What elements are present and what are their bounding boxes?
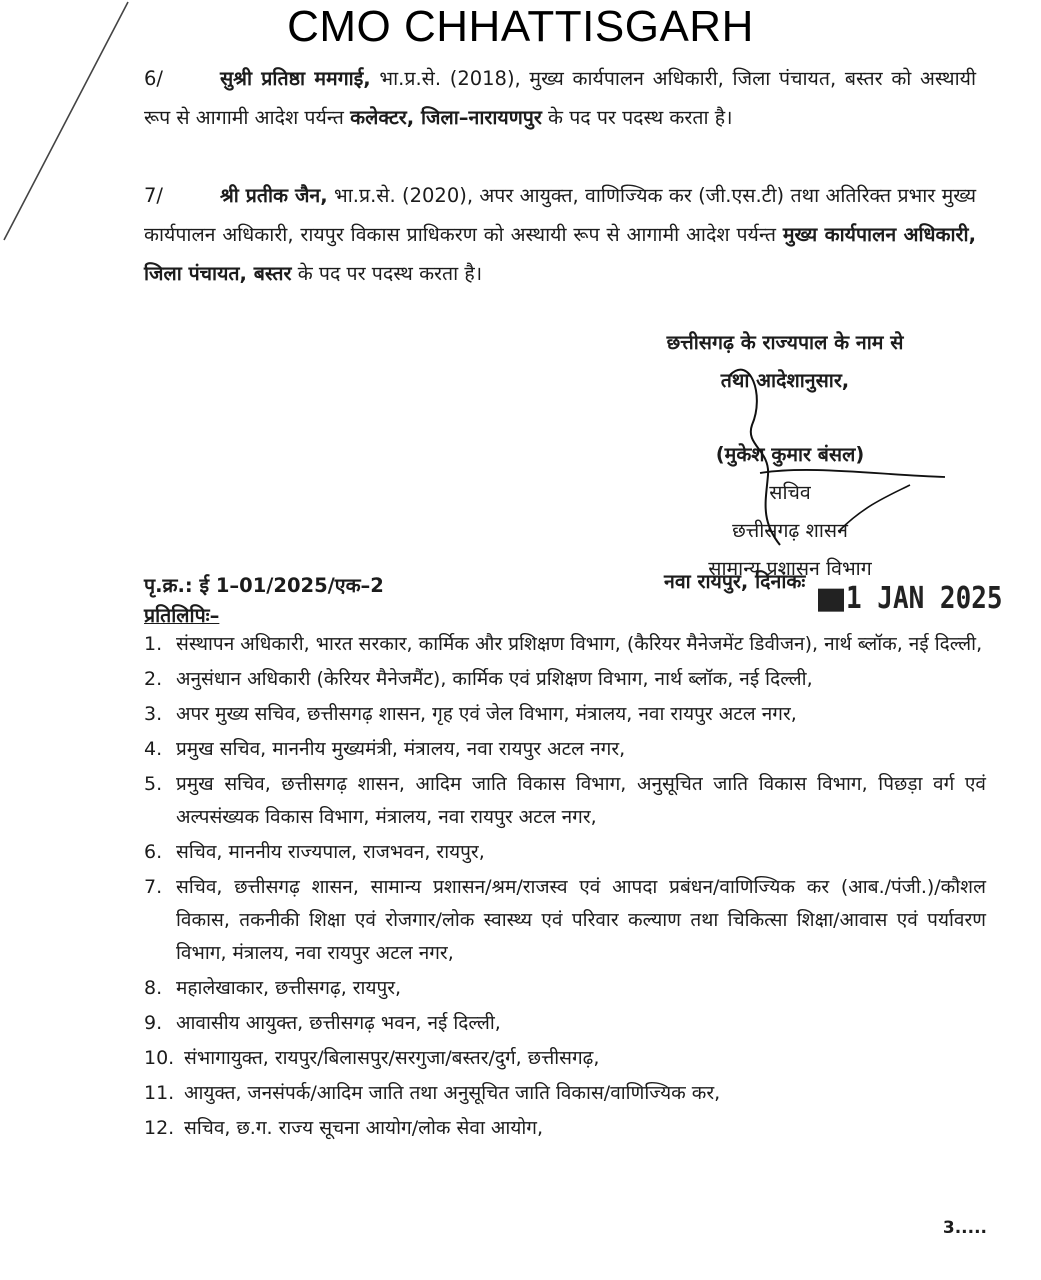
list-item-number: 3. — [144, 703, 163, 725]
list-item-text: संस्थापन अधिकारी, भारत सरकार, कार्मिक और प्रशिक्षण विभाग, (कैरियर मैनेजमेंट डिवीजन), नार्थ ब्लॉक, नई दिल्ली, — [176, 633, 983, 655]
list-item — [144, 972, 986, 1005]
list-item-text: महालेखाकार, छत्तीसगढ़, रायपुर, — [176, 977, 402, 999]
page-continuation: 3..... — [942, 1218, 987, 1238]
list-item — [144, 871, 986, 970]
list-item-text: सचिव, छत्तीसगढ़ शासन, सामान्य प्रशासन/श्रम/राजस्व एवं आपदा प्रबंधन/वाणिज्यिक कर (आब./पंजी.)/कौशल विकास, तकनीकी शिक्षा एवं रोजगार/लोक स्वास्थ्य एवं परिवार कल्याण तथा चिकित्सा शिक्षा/आवास एवं पर्यावरण विभाग, मंत्रालय, नवा रायपुर अटल नगर, — [176, 876, 986, 964]
stamp-ink-blot — [818, 588, 844, 611]
list-item-text: प्रमुख सचिव, माननीय मुख्यमंत्री, मंत्रालय, नवा रायपुर अटल नगर, — [176, 738, 626, 760]
signatory-name: (मुकेश कुमार बंसल) — [715, 443, 865, 466]
list-item-number: 9. — [144, 1012, 163, 1034]
list-item — [144, 663, 986, 696]
paragraph-text-end: के पद पर पदस्थ करता है। — [541, 106, 733, 129]
date-label: नवा रायपुर, दिनांकः — [664, 570, 806, 593]
copy-heading: प्रतिलिपिः– — [144, 604, 220, 627]
list-item-number: 8. — [144, 977, 163, 999]
signatory-designation: सचिव — [769, 481, 811, 504]
paragraph-number: 6/ — [144, 67, 163, 90]
list-item-text: सचिव, माननीय राज्यपाल, राजभवन, रायपुर, — [176, 841, 485, 863]
list-item — [144, 698, 986, 731]
list-item-text: प्रमुख सचिव, छत्तीसगढ़ शासन, आदिम जाति विकास विभाग, अनुसूचित जाति विकास विभाग, पिछड़ा वर्ग एवं अल्पसंख्यक विकास विभाग, मंत्रालय, नवा रायपुर अटल नगर, — [176, 773, 986, 828]
list-item-number: 7. — [144, 876, 163, 898]
officer-name: सुश्री प्रतिष्ठा ममगाई, — [220, 67, 371, 90]
list-item — [144, 836, 986, 869]
signatory-block — [580, 436, 1000, 588]
list-item — [144, 768, 986, 834]
authority-line — [575, 324, 995, 400]
list-item — [144, 1042, 986, 1075]
paragraph-number: 7/ — [144, 184, 163, 207]
paragraph-text-end: के पद पर पदस्थ करता है। — [291, 262, 483, 285]
list-item-text: सचिव, छ.ग. राज्य सूचना आयोग/लोक सेवा आयोग, — [184, 1117, 543, 1139]
list-item-number: 12. — [144, 1117, 175, 1139]
authority-line-1: छत्तीसगढ़ के राज्यपाल के नाम से — [666, 331, 904, 354]
list-item — [144, 733, 986, 766]
signatory-department: सामान्य प्रशासन विभाग — [708, 557, 872, 580]
list-item — [144, 1077, 986, 1110]
order-paragraph-7 — [144, 176, 976, 293]
paragraph-text: भा.प्र.से. (2020), अपर आयुक्त, वाणिज्यिक कर (जी.एस.टी) तथा अतिरिक्त प्रभार मुख्य कार्यपालन अधिकारी, रायपुर विकास प्राधिकरण को अस्थायी रूप से आगामी आदेश पर्यन्त — [144, 184, 977, 246]
list-item-number: 5. — [144, 773, 163, 795]
copy-list — [144, 628, 986, 1147]
posting-title: मुख्य कार्यपालन अधिकारी, जिला पंचायत, बस्तर — [144, 223, 976, 285]
officer-name: श्री प्रतीक जैन, — [220, 184, 328, 207]
list-item-text: आयुक्त, जनसंपर्क/आदिम जाति तथा अनुसूचित जाति विकास/वाणिज्यिक कर, — [184, 1082, 721, 1104]
order-paragraph-6 — [144, 59, 976, 137]
list-item-number: 10. — [144, 1047, 175, 1069]
list-item-text: संभागायुक्त, रायपुर/बिलासपुर/सरगुजा/बस्तर/दुर्ग, छत्तीसगढ़, — [184, 1047, 600, 1069]
list-item — [144, 1112, 986, 1145]
list-item-text: आवासीय आयुक्त, छत्तीसगढ़ भवन, नई दिल्ली, — [176, 1012, 501, 1034]
paragraph-text: भा.प्र.से. (2018), मुख्य कार्यपालन अधिकारी, जिला पंचायत, बस्तर को अस्थायी रूप से आगामी आदेश पर्यन्त — [144, 67, 976, 129]
authority-line-2: तथा आदेशानुसार, — [720, 369, 850, 392]
date-stamp-text: 1 JAN 2025 — [846, 581, 1003, 617]
posting-title: कलेक्टर, जिला–नारायणपुर — [350, 106, 542, 129]
banner-title: CMO CHHATTISGARH — [287, 2, 754, 51]
list-item — [144, 628, 986, 661]
list-item-text: अनुसंधान अधिकारी (केरियर मैनेजमैंट), कार्मिक एवं प्रशिक्षण विभाग, नार्थ ब्लॉक, नई दिल्ली, — [176, 668, 813, 690]
reference-number: पृ.क्र.: ई 1–01/2025/एक–2 — [144, 574, 384, 597]
list-item-number: 6. — [144, 841, 163, 863]
list-item-number: 2. — [144, 668, 163, 690]
list-item-text: अपर मुख्य सचिव, छत्तीसगढ़ शासन, गृह एवं जेल विभाग, मंत्रालय, नवा रायपुर अटल नगर, — [176, 703, 797, 725]
list-item-number: 1. — [144, 633, 163, 655]
signatory-government: छत्तीसगढ़ शासन — [732, 519, 848, 542]
list-item — [144, 1007, 986, 1040]
list-item-number: 4. — [144, 738, 163, 760]
list-item-number: 11. — [144, 1082, 175, 1104]
date-stamp — [818, 582, 1003, 617]
